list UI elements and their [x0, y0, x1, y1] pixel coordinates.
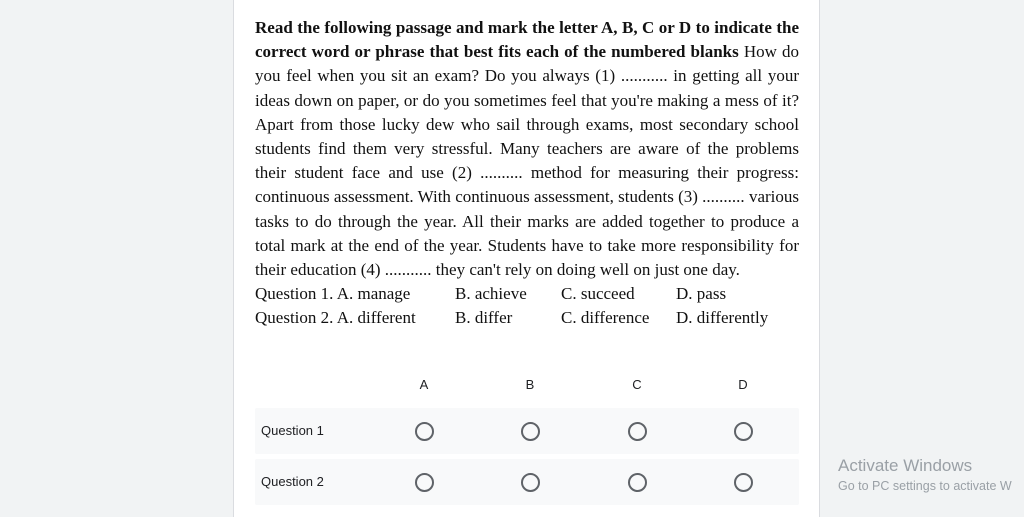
watermark-subtitle: Go to PC settings to activate W: [838, 479, 1012, 493]
passage-body: How do you feel when you sit an exam? Do you always (1) ........... in getting all your ideas down on paper, or do you sometimes feel that you're making a mess of it? Apart from those lucky dew who sail through exams, most secondary school students find them very stressful. Many teachers are aware of the problems their student face and use (2) .......... method for measuring their progress: continuous assessment. With continuous assessment, students (3) .......... various tasks to do through the year. All their marks are added together to produce a total mark at the end of the year. Students have to take more responsibility for their education (4) ........... they can't rely on doing well on just one day.: [255, 42, 799, 280]
form-card: [233, 0, 820, 517]
grid-column-c: C: [632, 377, 642, 392]
passage-text: [255, 16, 799, 282]
radio-question-2-a[interactable]: [415, 473, 434, 492]
watermark-title: Activate Windows: [838, 456, 973, 475]
grid-row-question-2: [255, 459, 799, 505]
question-2-option-c: C. difference: [561, 308, 650, 328]
question-2-option-a: Question 2. A. different: [255, 308, 416, 328]
passage: [255, 16, 799, 331]
grid-row-question-1: [255, 408, 799, 454]
radio-question-1-c[interactable]: [628, 422, 647, 441]
question-1-options: [255, 282, 799, 306]
instruction-text: Read the following passage and mark the letter A, B, C or D to indicate the correct word or phrase that best fits each of the numbered blanks: [255, 18, 799, 62]
radio-question-1-b[interactable]: [521, 422, 540, 441]
grid-row-label: Question 2: [261, 474, 324, 489]
radio-question-1-d[interactable]: [734, 422, 753, 441]
question-2-option-d: D. differently: [676, 308, 769, 328]
grid-header: [255, 368, 799, 400]
question-1-option-b: B. achieve: [455, 284, 527, 304]
radio-question-2-d[interactable]: [734, 473, 753, 492]
activation-watermark: [838, 456, 1012, 493]
grid-column-d: D: [738, 377, 748, 392]
question-2-options: [255, 306, 799, 330]
question-1-option-c: C. succeed: [561, 284, 635, 304]
grid-column-a: A: [419, 377, 429, 392]
grid-row-label: Question 1: [261, 423, 324, 438]
question-2-option-b: B. differ: [455, 308, 513, 328]
radio-question-1-a[interactable]: [415, 422, 434, 441]
radio-question-2-b[interactable]: [521, 473, 540, 492]
question-1-option-a: Question 1. A. manage: [255, 284, 411, 304]
radio-question-2-c[interactable]: [628, 473, 647, 492]
grid-column-b: B: [525, 377, 535, 392]
answer-grid: [255, 368, 799, 510]
question-1-option-d: D. pass: [676, 284, 727, 304]
